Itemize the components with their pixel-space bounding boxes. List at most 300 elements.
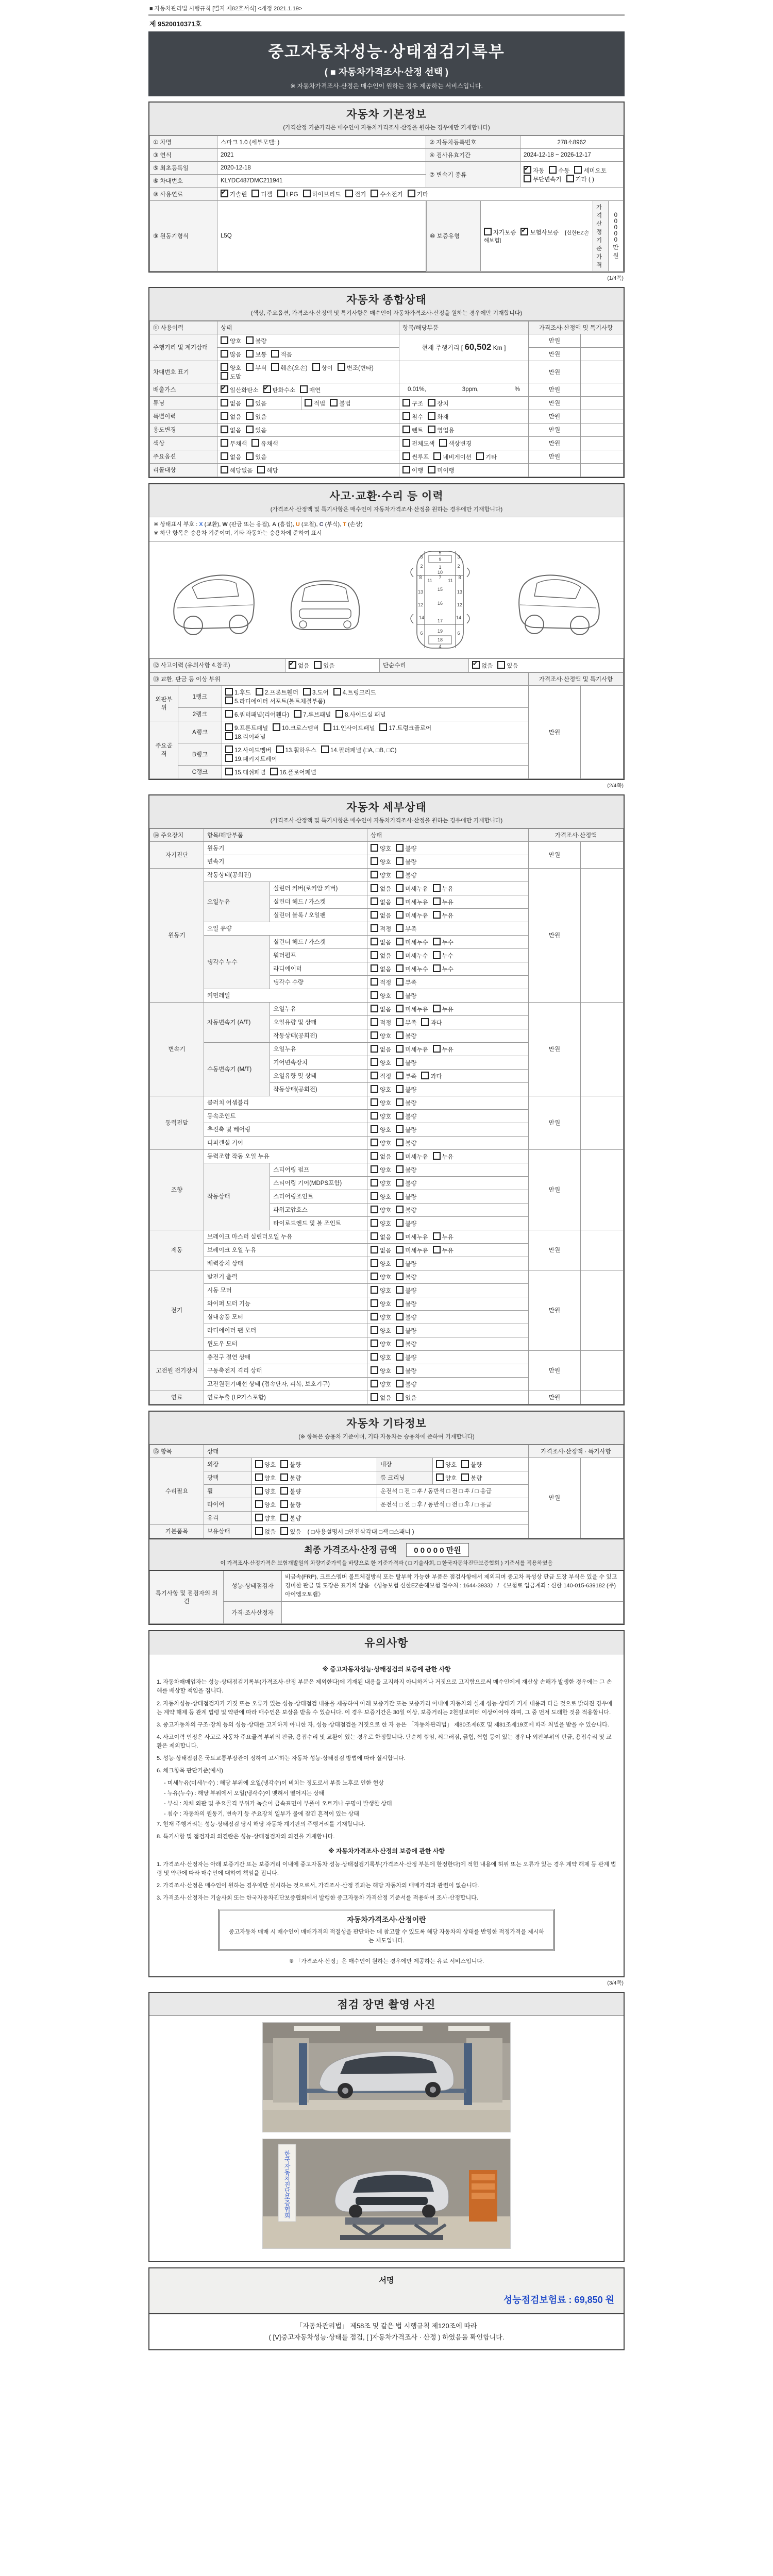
checkbox-icon[interactable] xyxy=(396,1219,404,1227)
checkbox-option xyxy=(221,190,247,198)
checkbox-icon[interactable] xyxy=(276,745,284,753)
checkbox-icon[interactable] xyxy=(396,897,404,905)
checkbox-icon[interactable] xyxy=(371,1192,378,1200)
checkbox-icon[interactable] xyxy=(396,844,404,852)
checkbox-icon[interactable] xyxy=(371,1246,378,1253)
checkbox-label: 누유 xyxy=(442,1234,453,1241)
checkbox-option xyxy=(476,452,497,461)
checkbox-option xyxy=(333,688,376,697)
checkbox-icon[interactable] xyxy=(371,1139,378,1146)
checkbox-icon[interactable] xyxy=(396,1273,404,1280)
text-el: 11 xyxy=(427,578,432,583)
checkbox-label: 2.프론트휀더 xyxy=(264,689,298,696)
checkbox-icon[interactable] xyxy=(433,452,441,460)
checkbox-icon[interactable] xyxy=(396,991,404,999)
checkbox-option xyxy=(305,399,325,408)
warranty-subtable xyxy=(426,201,624,271)
checkbox-icon[interactable] xyxy=(225,710,233,718)
checkbox-label: 불량 xyxy=(405,1087,417,1093)
checkbox-icon[interactable] xyxy=(396,1299,404,1307)
checkbox-icon[interactable] xyxy=(396,951,404,959)
confirmation-line-2: ( [V]중고자동차성능·상태를 점검, [ ]자동차가격조사 · 산정 ) 하였음을 확인합니다. xyxy=(268,2333,505,2341)
checkbox-icon[interactable] xyxy=(277,190,285,197)
checkbox-icon[interactable] xyxy=(433,1005,441,1012)
checkbox-option xyxy=(396,991,416,1000)
detail-row xyxy=(150,868,624,882)
checkbox-icon[interactable] xyxy=(371,1125,378,1133)
checkbox-icon[interactable] xyxy=(476,452,484,460)
checkbox-icon[interactable] xyxy=(345,190,353,197)
checkbox-label: 누유 xyxy=(442,912,453,919)
checkbox-option xyxy=(396,1045,428,1054)
checkbox-icon[interactable] xyxy=(396,1232,404,1240)
checkbox-icon[interactable] xyxy=(280,1514,288,1521)
checkbox-icon[interactable] xyxy=(221,350,228,358)
checkbox-icon[interactable] xyxy=(273,723,280,731)
checkbox-icon[interactable] xyxy=(251,439,259,447)
detail-table xyxy=(149,828,624,1404)
checkbox-icon[interactable] xyxy=(371,978,378,986)
checkbox-icon[interactable] xyxy=(294,710,301,718)
state-options xyxy=(367,1391,529,1404)
checkbox-icon[interactable] xyxy=(246,336,254,344)
checked-checkbox-icon[interactable] xyxy=(524,166,531,174)
checkbox-icon[interactable] xyxy=(246,452,254,460)
checkbox-icon[interactable] xyxy=(396,1313,404,1320)
checkbox-icon[interactable] xyxy=(225,768,233,775)
checkbox-icon[interactable] xyxy=(433,897,441,905)
checkbox-icon[interactable] xyxy=(371,1326,378,1334)
checkbox-icon[interactable] xyxy=(433,938,441,945)
main-option-type-options xyxy=(399,450,529,463)
accident-title: 사고·교환·수리 등 이력 xyxy=(329,490,444,502)
checkbox-icon[interactable] xyxy=(371,1031,378,1039)
checkbox-icon[interactable] xyxy=(371,1072,378,1079)
checkbox-icon[interactable] xyxy=(371,924,378,932)
checkbox-icon[interactable] xyxy=(371,857,378,865)
checkbox-option xyxy=(574,166,606,175)
mileage-prefix: 현재 주행거리 [ xyxy=(422,344,463,351)
etc-info-section xyxy=(148,1411,625,1625)
part-label: 브레이크 오일 누유 xyxy=(204,1243,367,1257)
checkbox-icon[interactable] xyxy=(270,768,278,775)
checkbox-label: 없음 xyxy=(230,414,242,420)
checkbox-icon[interactable] xyxy=(303,688,311,696)
first-reg-label: ⑤ 최초등록일 xyxy=(150,162,217,175)
checkbox-icon[interactable] xyxy=(396,1005,404,1012)
checkbox-icon[interactable] xyxy=(396,1058,404,1066)
checkbox-icon[interactable] xyxy=(246,412,254,420)
checked-checkbox-icon[interactable] xyxy=(472,661,480,669)
state-options xyxy=(367,1109,529,1123)
checkbox-icon[interactable] xyxy=(225,697,233,704)
checkbox-icon[interactable] xyxy=(257,466,265,473)
checkbox-icon[interactable] xyxy=(371,1380,378,1387)
checkbox-label: 부족 xyxy=(405,926,417,933)
final-price-digits: 0 0 0 0 0 xyxy=(414,1546,444,1555)
checkbox-icon[interactable] xyxy=(396,1326,404,1334)
checkbox-icon[interactable] xyxy=(271,350,279,358)
tbody-el xyxy=(427,201,624,271)
checkbox-option xyxy=(246,426,266,434)
path-el xyxy=(520,605,596,608)
checkbox-icon[interactable] xyxy=(396,1165,404,1173)
checkbox-icon[interactable] xyxy=(433,1045,441,1053)
checkbox-icon[interactable] xyxy=(396,1286,404,1294)
checkbox-icon[interactable] xyxy=(428,466,435,473)
tr-el xyxy=(150,321,624,334)
checkbox-icon[interactable] xyxy=(256,688,263,696)
checkbox-label: 불량 xyxy=(405,845,417,852)
checkbox-icon[interactable] xyxy=(396,1125,404,1133)
checkbox-icon[interactable] xyxy=(330,399,338,406)
checkbox-icon[interactable] xyxy=(221,452,228,460)
checkbox-icon[interactable] xyxy=(371,1152,378,1160)
checkbox-icon[interactable] xyxy=(396,1018,404,1026)
checkbox-icon[interactable] xyxy=(371,1232,378,1240)
engine-value: L5Q xyxy=(217,201,426,272)
checkbox-label: 유채색 xyxy=(261,440,278,447)
checkbox-label: 없음 xyxy=(230,400,242,407)
checkbox-icon[interactable] xyxy=(371,844,378,852)
checkbox-icon[interactable] xyxy=(396,1246,404,1253)
base-price-unit: 만원 xyxy=(613,245,619,259)
checkbox-label: 없음 xyxy=(380,939,392,946)
checkbox-icon[interactable] xyxy=(333,688,341,696)
checkbox-icon[interactable] xyxy=(371,871,378,878)
checkbox-icon[interactable] xyxy=(371,1112,378,1120)
checkbox-icon[interactable] xyxy=(396,1393,404,1401)
checkbox-icon[interactable] xyxy=(524,175,531,182)
checkbox-icon[interactable] xyxy=(221,372,228,380)
checkbox-option xyxy=(371,884,391,893)
checkbox-icon[interactable] xyxy=(371,1018,378,1026)
checkbox-icon[interactable] xyxy=(396,1192,404,1200)
checkbox-option xyxy=(280,1500,301,1509)
checkbox-icon[interactable] xyxy=(396,1072,404,1079)
checkbox-option xyxy=(428,426,454,434)
checkbox-icon[interactable] xyxy=(371,1340,378,1347)
checkbox-label: 15.대쉬패널 xyxy=(234,769,266,776)
checkbox-icon[interactable] xyxy=(221,399,228,406)
checked-checkbox-icon[interactable] xyxy=(263,385,271,393)
checkbox-icon[interactable] xyxy=(321,745,329,753)
checked-checkbox-icon[interactable] xyxy=(289,661,296,669)
checkbox-icon[interactable] xyxy=(566,175,574,182)
checkbox-label: 16.플로어패널 xyxy=(279,769,316,776)
checkbox-icon[interactable] xyxy=(371,1353,378,1361)
checkbox-option xyxy=(396,1139,416,1147)
checkbox-label: 10.크로스멤버 xyxy=(282,725,319,732)
checkbox-icon[interactable] xyxy=(428,426,435,433)
car-rear-right-view xyxy=(511,547,612,653)
usage-change-label: 용도변경 xyxy=(150,423,217,436)
checkbox-label: 5.라디에이터 서포트(볼트체결부품) xyxy=(234,698,325,705)
warranty-options xyxy=(481,201,593,271)
checkbox-icon[interactable] xyxy=(396,1098,404,1106)
year-label: ③ 연식 xyxy=(150,149,217,162)
part-label: 연료누출 (LP가스포함) xyxy=(204,1391,367,1404)
checkbox-icon[interactable] xyxy=(324,723,331,731)
checkbox-label: 없음 xyxy=(380,886,392,892)
checkbox-icon[interactable] xyxy=(433,951,441,959)
checkbox-icon[interactable] xyxy=(396,871,404,878)
checked-checkbox-icon[interactable] xyxy=(221,385,228,393)
checkbox-icon[interactable] xyxy=(402,412,410,420)
rank-1-items xyxy=(222,685,529,707)
checkbox-icon[interactable] xyxy=(371,1165,378,1173)
checkbox-icon[interactable] xyxy=(408,190,415,197)
checkbox-icon[interactable] xyxy=(396,884,404,892)
checkbox-icon[interactable] xyxy=(221,363,228,371)
checkbox-icon[interactable] xyxy=(271,363,279,371)
checkbox-icon[interactable] xyxy=(396,1206,404,1213)
checkbox-icon[interactable] xyxy=(371,1058,378,1066)
checkbox-icon[interactable] xyxy=(280,1460,288,1468)
checkbox-icon[interactable] xyxy=(396,1366,404,1374)
checkbox-label: 양호 xyxy=(380,1060,392,1066)
checkbox-label: 해당 xyxy=(266,467,278,474)
checkbox-icon[interactable] xyxy=(396,1152,404,1160)
checkbox-icon[interactable] xyxy=(221,439,228,447)
checkbox-icon[interactable] xyxy=(246,350,254,358)
checkbox-option xyxy=(246,336,266,345)
checkbox-icon[interactable] xyxy=(335,710,343,718)
checkbox-icon[interactable] xyxy=(255,1487,263,1495)
checkbox-icon[interactable] xyxy=(396,964,404,972)
checkbox-icon[interactable] xyxy=(396,1380,404,1387)
checkbox-icon[interactable] xyxy=(221,336,228,344)
checkbox-option xyxy=(371,190,402,198)
checkbox-icon[interactable] xyxy=(402,399,410,406)
checkbox-icon[interactable] xyxy=(402,466,410,473)
checkbox-icon[interactable] xyxy=(574,166,582,174)
checked-checkbox-icon[interactable] xyxy=(221,190,228,197)
checkbox-icon[interactable] xyxy=(396,1179,404,1187)
checkbox-icon[interactable] xyxy=(484,228,492,235)
checkbox-icon[interactable] xyxy=(371,938,378,945)
checkbox-icon[interactable] xyxy=(221,412,228,420)
checkbox-icon[interactable] xyxy=(255,1473,263,1481)
checkbox-icon[interactable] xyxy=(371,1206,378,1213)
checkbox-icon[interactable] xyxy=(433,1152,441,1160)
checkbox-icon[interactable] xyxy=(402,452,410,460)
code-u: U xyxy=(295,521,300,528)
checkbox-icon[interactable] xyxy=(396,1112,404,1120)
checkbox-icon[interactable] xyxy=(371,1259,378,1267)
checkbox-icon[interactable] xyxy=(280,1487,288,1495)
checkbox-option xyxy=(371,1045,391,1054)
checkbox-icon[interactable] xyxy=(371,1313,378,1320)
checkbox-icon[interactable] xyxy=(436,1460,444,1468)
checked-checkbox-icon[interactable] xyxy=(520,228,528,235)
checkbox-option xyxy=(461,1460,482,1469)
checkbox-icon[interactable] xyxy=(371,1085,378,1093)
checkbox-icon[interactable] xyxy=(255,1460,263,1468)
checkbox-option xyxy=(246,363,266,372)
checkbox-icon[interactable] xyxy=(433,964,441,972)
car-damage-diagrams xyxy=(149,542,624,658)
checkbox-icon[interactable] xyxy=(396,1259,404,1267)
checkbox-icon[interactable] xyxy=(396,978,404,986)
checkbox-label: 양호 xyxy=(380,1127,392,1133)
checkbox-icon[interactable] xyxy=(371,1005,378,1012)
checkbox-icon[interactable] xyxy=(371,1273,378,1280)
checkbox-icon[interactable] xyxy=(221,466,228,473)
checkbox-icon[interactable] xyxy=(428,412,435,420)
checkbox-icon[interactable] xyxy=(371,1045,378,1053)
checkbox-option xyxy=(221,363,241,372)
checkbox-icon[interactable] xyxy=(255,1527,263,1535)
state-options xyxy=(367,1257,529,1270)
checkbox-option xyxy=(345,190,366,198)
notice-paragraph: 5. 성능·상태점검은 국토교통부장관이 정하여 고시하는 자동차 성능·상태점검 방법에 따라 실시합니다. xyxy=(157,1755,406,1761)
checkbox-icon[interactable] xyxy=(280,1473,288,1481)
checkbox-option xyxy=(303,688,329,697)
checkbox-option xyxy=(221,350,241,359)
checkbox-icon[interactable] xyxy=(371,884,378,892)
checkbox-icon[interactable] xyxy=(379,723,387,731)
checkbox-icon[interactable] xyxy=(433,884,441,892)
checkbox-icon[interactable] xyxy=(246,399,254,406)
checkbox-option xyxy=(396,1380,416,1388)
checkbox-label: 불량 xyxy=(470,1462,482,1468)
checkbox-icon[interactable] xyxy=(461,1473,469,1481)
checkbox-label: 매연 xyxy=(309,387,321,394)
checkbox-icon[interactable] xyxy=(314,661,322,669)
checkbox-icon[interactable] xyxy=(396,857,404,865)
checkbox-icon[interactable] xyxy=(371,1098,378,1106)
sub-part-label: 기어변속장치 xyxy=(270,1056,367,1069)
checkbox-icon[interactable] xyxy=(433,1246,441,1253)
checkbox-icon[interactable] xyxy=(225,732,233,740)
checkbox-icon[interactable] xyxy=(371,1179,378,1187)
checkbox-icon[interactable] xyxy=(300,385,308,393)
state-options xyxy=(367,1056,529,1069)
checkbox-icon[interactable] xyxy=(396,1340,404,1347)
note-cell xyxy=(581,1149,624,1230)
checkbox-icon[interactable] xyxy=(371,897,378,905)
state-options xyxy=(367,908,529,922)
checkbox-icon[interactable] xyxy=(461,1460,469,1468)
checkbox-label: 없음 xyxy=(481,663,493,669)
form-reference-note: ■ 자동차관리법 시행규칙 [별지 제82호서식] <개정 2021.1.19> xyxy=(148,3,625,15)
checkbox-icon[interactable] xyxy=(396,1085,404,1093)
checkbox-icon[interactable] xyxy=(225,745,233,753)
checkbox-icon[interactable] xyxy=(421,1072,429,1079)
fuel-options xyxy=(217,188,624,201)
checkbox-icon[interactable] xyxy=(402,426,410,433)
checkbox-option xyxy=(255,1487,276,1496)
checkbox-option xyxy=(371,1085,391,1094)
part-label: 디퍼렌셜 기어 xyxy=(204,1136,367,1149)
checkbox-icon[interactable] xyxy=(303,190,311,197)
checkbox-option xyxy=(396,871,416,879)
checkbox-label: 양호 xyxy=(380,1341,392,1348)
checkbox-icon[interactable] xyxy=(371,1219,378,1227)
checkbox-label: 양호 xyxy=(380,1301,392,1308)
checkbox-icon[interactable] xyxy=(433,911,441,919)
checkbox-icon[interactable] xyxy=(371,1286,378,1294)
checkbox-icon[interactable] xyxy=(280,1500,288,1508)
checkbox-icon[interactable] xyxy=(371,1393,378,1401)
checkbox-icon[interactable] xyxy=(396,924,404,932)
checkbox-icon[interactable] xyxy=(246,426,254,433)
checkbox-option xyxy=(379,723,431,732)
text-el: 14 xyxy=(418,615,425,620)
checkbox-icon[interactable] xyxy=(428,399,435,406)
checkbox-icon[interactable] xyxy=(280,1527,288,1535)
checkbox-icon[interactable] xyxy=(255,1500,263,1508)
checkbox-icon[interactable] xyxy=(371,911,378,919)
tr-el xyxy=(150,334,624,347)
checkbox-icon[interactable] xyxy=(436,1473,444,1481)
checkbox-icon[interactable] xyxy=(396,938,404,945)
checkbox-icon[interactable] xyxy=(396,1045,404,1053)
part-label: 실내송풍 모터 xyxy=(204,1310,367,1324)
rank-2-label: 2랭크 xyxy=(178,707,222,721)
checkbox-icon[interactable] xyxy=(246,363,254,371)
text-el: 13 xyxy=(417,589,424,595)
checkbox-icon[interactable] xyxy=(225,688,233,696)
checkbox-icon[interactable] xyxy=(338,363,345,371)
checkbox-icon[interactable] xyxy=(396,1353,404,1361)
checkbox-icon[interactable] xyxy=(439,439,447,447)
recall-done-options xyxy=(399,463,529,477)
note-cell xyxy=(581,1270,624,1350)
notice-paragraph: - 침수 : 자동차의 원동기, 변속기 등 주요장치 일부가 물에 잠긴 흔적이 있는 상태 xyxy=(164,1810,359,1817)
rank-2-items xyxy=(222,707,529,721)
state-options xyxy=(367,1163,529,1176)
checkbox-label: 자동 xyxy=(533,167,545,174)
transmission-options xyxy=(520,162,624,188)
checkbox-icon[interactable] xyxy=(396,1031,404,1039)
checkbox-icon[interactable] xyxy=(371,964,378,972)
basic-info-table xyxy=(149,135,624,272)
checkbox-icon[interactable] xyxy=(371,991,378,999)
checkbox-icon[interactable] xyxy=(549,166,557,174)
checkbox-icon[interactable] xyxy=(402,439,410,447)
state-options xyxy=(367,1136,529,1149)
checkbox-icon[interactable] xyxy=(371,951,378,959)
checkbox-icon[interactable] xyxy=(497,661,505,669)
checkbox-label: 과다 xyxy=(430,1020,442,1026)
checkbox-icon[interactable] xyxy=(396,1139,404,1146)
tr-el xyxy=(150,383,624,396)
checkbox-icon[interactable] xyxy=(225,723,233,731)
checkbox-icon[interactable] xyxy=(371,190,378,197)
checkbox-label: 렌트 xyxy=(412,427,424,434)
checkbox-icon[interactable] xyxy=(371,1299,378,1307)
checkbox-icon[interactable] xyxy=(221,426,228,433)
accident-history-section xyxy=(148,483,625,780)
checkbox-icon[interactable] xyxy=(255,1514,263,1521)
etc-price-cell: 만원 xyxy=(529,1458,581,1538)
path-el xyxy=(534,580,581,599)
panel-item-line xyxy=(225,688,525,697)
sub-part-label: 실린더 헤드 / 가스켓 xyxy=(270,895,367,908)
checkbox-icon[interactable] xyxy=(312,363,320,371)
checkbox-icon[interactable] xyxy=(396,911,404,919)
checkbox-option xyxy=(396,1232,428,1241)
checkbox-icon[interactable] xyxy=(421,1018,429,1026)
checkbox-icon[interactable] xyxy=(251,190,259,197)
checkbox-icon[interactable] xyxy=(305,399,312,406)
checkbox-icon[interactable] xyxy=(371,1366,378,1374)
checkbox-icon[interactable] xyxy=(433,1232,441,1240)
checkbox-icon[interactable] xyxy=(225,754,233,762)
first-reg-value: 2020-12-18 xyxy=(217,162,426,175)
